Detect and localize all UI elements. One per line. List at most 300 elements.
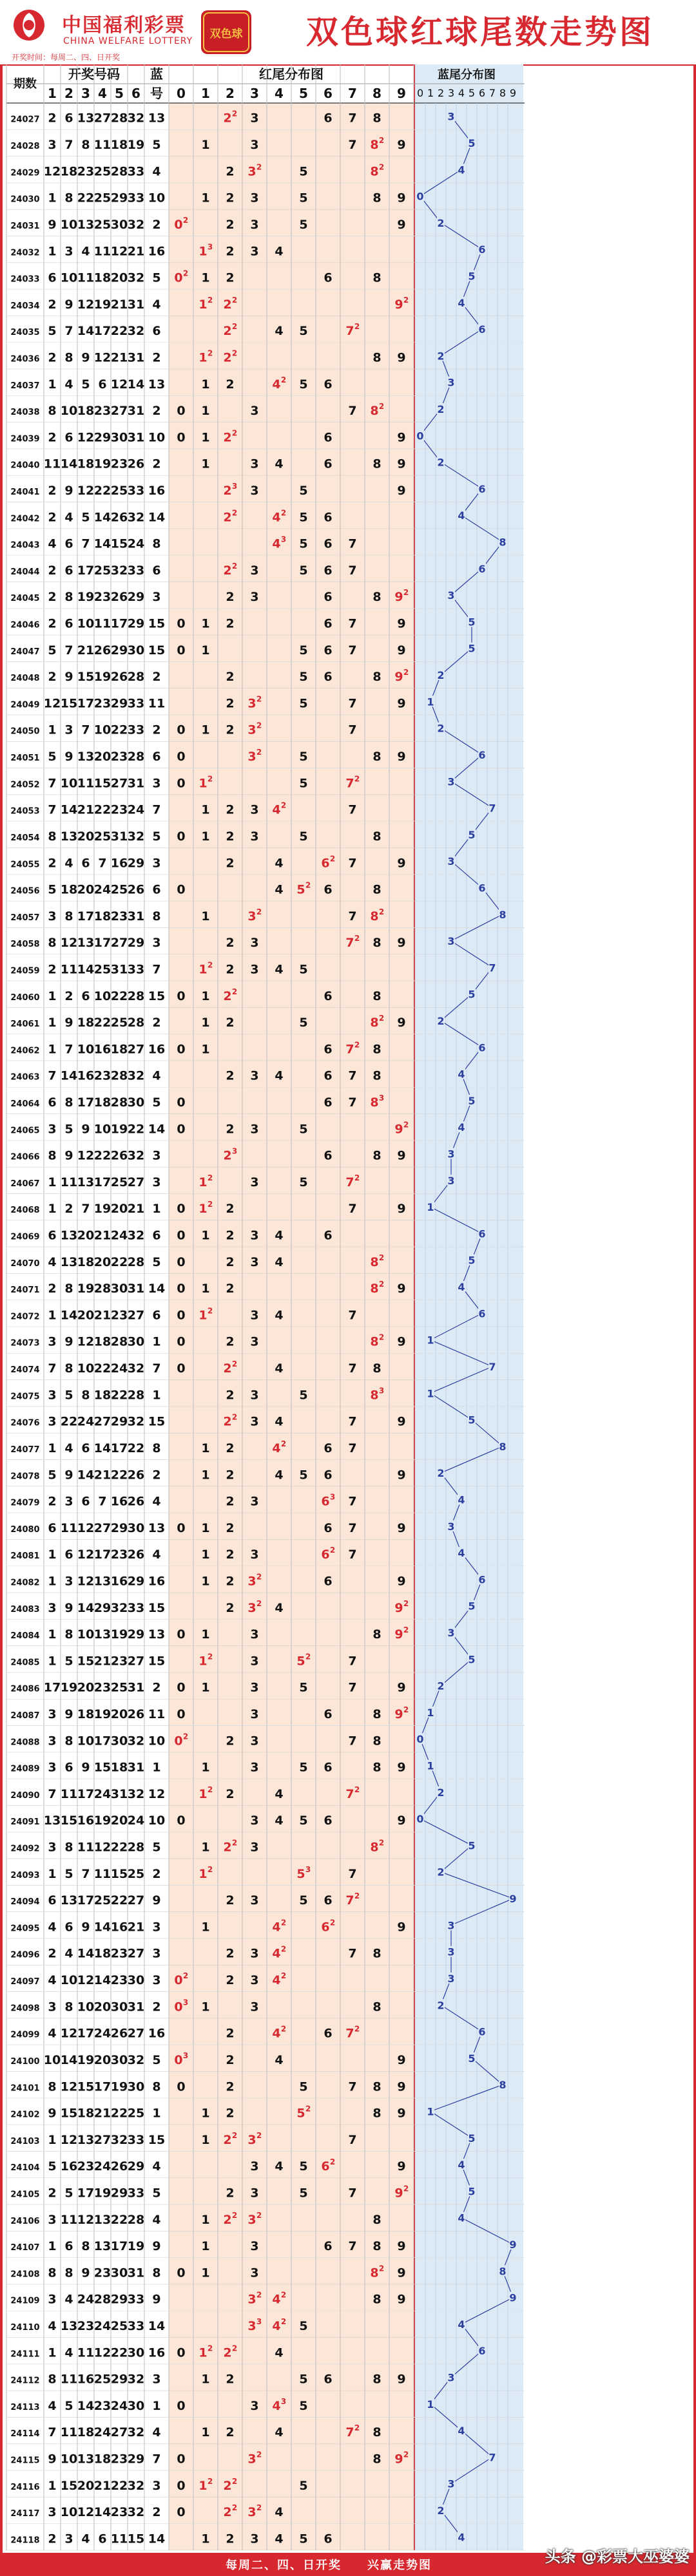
red-ball-value: 12 [93, 1840, 111, 1855]
red-tail-digit: 4 [275, 2345, 284, 2360]
red-tail-digit: 7 [348, 643, 357, 658]
red-ball-value: 13 [60, 2319, 78, 2333]
red-tail-digit: 7 [345, 2026, 354, 2041]
red-tail-digit: 1 [198, 350, 208, 365]
blue-tail-digit: 5 [468, 137, 476, 149]
blue-tail-digit: 1 [427, 1759, 434, 1772]
red-ball-value: 17 [77, 1786, 95, 1801]
red-ball-value: 30 [110, 2052, 128, 2067]
red-tail-digit: 2 [226, 829, 235, 844]
red-tail-digit: 1 [201, 2212, 210, 2227]
red-ball-value: 12 [77, 2212, 95, 2227]
red-ball-value: 1 [48, 377, 57, 392]
red-ball-value: 26 [110, 2159, 128, 2174]
red-ball-value: 11 [77, 1840, 95, 1855]
red-ball-value: 13 [60, 829, 78, 844]
red-tail-digit: 4 [275, 2505, 284, 2520]
red-ball-value: 12 [60, 2079, 78, 2094]
red-tail-digit: 4 [272, 1973, 281, 1988]
red-ball-value: 9 [64, 750, 73, 764]
blue-ball-value: 2 [152, 457, 161, 471]
red-ball-value: 25 [127, 1866, 145, 1881]
red-ball-value: 20 [77, 2478, 95, 2493]
red-ball-value: 17 [93, 936, 111, 951]
red-tail-count: 3 [280, 535, 287, 544]
red-tail-count: 2 [207, 1652, 213, 1662]
red-tail-digit: 2 [226, 270, 235, 285]
red-tail-digit: 7 [348, 1095, 357, 1110]
red-ball-value: 5 [81, 510, 90, 525]
red-tail-digit: 3 [250, 1414, 259, 1429]
blue-ball-value: 8 [152, 2079, 161, 2094]
red-ball-value: 15 [93, 776, 111, 791]
issue-label: 24115 [10, 2456, 40, 2466]
blue-header-sub: 号 [150, 86, 163, 101]
issue-label: 24056 [10, 886, 40, 896]
red-tail-count: 2 [280, 2024, 287, 2034]
red-tail-digit: 4 [275, 1786, 284, 1801]
red-ball-value: 15 [60, 1814, 78, 1828]
red-tail-digit: 2 [226, 856, 235, 871]
red-ball-value: 14 [77, 1600, 95, 1615]
blue-tail-digit: 6 [478, 323, 486, 336]
red-ball-value: 16 [110, 1920, 128, 1935]
red-ball-value: 1 [48, 2478, 57, 2493]
blue-ball-value: 4 [152, 164, 161, 179]
red-ball-value: 22 [110, 989, 128, 1003]
red-ball-value: 30 [110, 1282, 128, 1296]
issue-label: 24108 [10, 2269, 40, 2280]
blue-ball-value: 4 [152, 1494, 161, 1509]
red-ball-value: 15 [60, 696, 78, 711]
red-ball-value: 9 [64, 1016, 73, 1030]
red-ball-value: 7 [98, 856, 107, 871]
red-tail-digit: 6 [324, 2532, 333, 2546]
red-ball-value: 32 [127, 2505, 145, 2520]
red-tail-digit: 9 [397, 1414, 406, 1429]
red-tail-count: 2 [256, 2290, 262, 2300]
blue-ball-value: 5 [152, 829, 161, 844]
red-ball-value: 29 [93, 430, 111, 445]
red-ball-value: 32 [127, 270, 145, 285]
red-tail-digit: 3 [250, 2398, 259, 2413]
badge-label: 双色球 [209, 28, 243, 41]
red-tail-digit: 2 [226, 936, 235, 951]
red-tail-digit: 9 [397, 1520, 406, 1535]
red-ball-value: 31 [127, 2000, 145, 2014]
red-tail-digit: 5 [299, 1893, 308, 1908]
red-ball-value: 29 [127, 1574, 145, 1589]
header-banner [0, 0, 696, 64]
red-ball-value: 31 [127, 776, 145, 791]
red-ball-value: 7 [81, 536, 90, 551]
blue-tail-digit: 2 [437, 403, 445, 415]
red-tail-count: 2 [378, 136, 385, 146]
blue-ball-value: 14 [148, 1282, 166, 1296]
red-tail-digit: 5 [299, 563, 308, 578]
red-ball-value: 25 [110, 2319, 128, 2333]
red-tail-count: 2 [256, 907, 262, 916]
red-tail-digit: 7 [348, 404, 357, 419]
red-ball-value: 1 [48, 1548, 57, 1562]
red-tail-digit: 1 [201, 2425, 210, 2440]
red-ball-value: 23 [93, 1680, 111, 1695]
issue-label: 24027 [10, 115, 40, 125]
ball-col-label: 3 [81, 86, 90, 101]
red-ball-value: 25 [93, 829, 111, 844]
red-tail-digit: 0 [177, 1228, 186, 1243]
red-tail-digit: 6 [324, 1574, 333, 1589]
red-ball-value: 13 [77, 936, 95, 951]
red-tail-count: 2 [378, 1332, 385, 1342]
red-tail-digit: 7 [348, 1654, 357, 1669]
red-ball-value: 30 [127, 1334, 145, 1349]
red-tail-digit: 4 [275, 1068, 284, 1083]
red-tail-digit: 4 [275, 2159, 284, 2174]
red-ball-value: 31 [127, 1282, 145, 1296]
red-tail-digit: 3 [250, 1334, 259, 1349]
red-ball-value: 12 [77, 1548, 95, 1562]
red-tail-digit: 5 [299, 643, 308, 658]
blue-ball-value: 1 [152, 1334, 161, 1349]
red-tail-digit: 7 [348, 1414, 357, 1429]
red-tail-digit: 6 [324, 1068, 333, 1083]
blue-ball-value: 5 [152, 1840, 161, 1855]
red-ball-value: 27 [93, 111, 111, 126]
red-tail-digit: 3 [250, 457, 259, 471]
red-tail-digit: 0 [177, 2398, 186, 2413]
red-ball-value: 27 [93, 2132, 111, 2147]
red-ball-value: 4 [48, 1973, 57, 1988]
red-tail-digit: 2 [226, 2425, 235, 2440]
red-tail-digit: 5 [299, 696, 308, 711]
red-tail-digit: 5 [296, 1654, 305, 1669]
red-ball-value: 10 [93, 989, 111, 1003]
red-tail-digit: 1 [201, 723, 210, 737]
red-ball-value: 12 [77, 1520, 95, 1535]
red-ball-value: 6 [48, 1893, 57, 1908]
blue-tail-digit: 6 [478, 2345, 486, 2358]
red-ball-value: 30 [127, 2345, 145, 2360]
blue-tail-digit: 5 [468, 2052, 476, 2065]
red-tail-count: 2 [403, 2450, 409, 2459]
red-ball-value: 33 [127, 2292, 145, 2307]
red-tail-digit: 2 [226, 962, 235, 977]
red-tail-digit: 5 [296, 882, 305, 897]
red-tail-digit: 2 [226, 1334, 235, 1349]
red-ball-value: 7 [48, 802, 57, 817]
red-ball-value: 7 [81, 1866, 90, 1881]
red-ball-value: 33 [127, 484, 145, 498]
red-ball-value: 7 [48, 2425, 57, 2440]
blue-tail-digit: 2 [437, 1680, 445, 1692]
red-tail-digit: 7 [345, 1042, 354, 1057]
red-ball-value: 31 [127, 1680, 145, 1695]
red-tail-digit: 0 [177, 1255, 186, 1269]
page-title: 双色球红球尾数走势图 [306, 14, 654, 51]
blue-ball-value: 5 [152, 2052, 161, 2067]
issue-label: 24041 [10, 488, 40, 497]
red-tail-digit: 1 [201, 1920, 210, 1935]
issue-label: 24105 [10, 2190, 40, 2200]
red-tail-digit: 3 [247, 2319, 256, 2333]
red-ball-value: 29 [127, 936, 145, 951]
red-tail-digit: 6 [324, 1042, 333, 1057]
red-ball-value: 8 [64, 2266, 73, 2280]
red-tail-digit: 4 [275, 962, 284, 977]
red-ball-value: 19 [93, 2186, 111, 2201]
red-tail-digit: 2 [223, 350, 232, 365]
blue-ball-value: 16 [148, 484, 166, 498]
red-ball-value: 20 [110, 1707, 128, 1721]
red-ball-value: 10 [77, 1734, 95, 1748]
red-ball-value: 5 [48, 750, 57, 764]
red-ball-value: 33 [127, 962, 145, 977]
red-ball-value: 24 [77, 1414, 95, 1429]
red-tail-digit: 9 [397, 2052, 406, 2067]
red-tail-digit: 5 [299, 1388, 308, 1403]
red-tail-digit: 0 [177, 989, 186, 1003]
issue-label: 24037 [10, 381, 40, 391]
red-tail-count: 2 [354, 322, 360, 332]
red-tail-count: 2 [280, 1439, 287, 1448]
red-ball-value: 32 [127, 2425, 145, 2440]
blue-ball-value: 15 [148, 1600, 166, 1615]
blue-tail-digit: 2 [437, 1866, 445, 1879]
blue-ball-value: 8 [152, 909, 161, 923]
blue-ball-value: 6 [152, 1228, 161, 1243]
red-ball-value: 10 [77, 1361, 95, 1376]
issue-label: 24118 [10, 2535, 40, 2546]
issue-label: 24055 [10, 860, 40, 870]
red-tail-digit: 9 [394, 1707, 403, 1721]
red-tail-digit: 4 [275, 1228, 284, 1243]
red-tail-digit: 5 [299, 1680, 308, 1695]
red-tail-digit: 7 [345, 1893, 354, 1908]
red-tail-digit: 7 [348, 1441, 357, 1455]
red-tail-digit: 6 [324, 590, 333, 605]
blue-ball-value: 2 [152, 2505, 161, 2520]
red-ball-value: 29 [110, 1520, 128, 1535]
red-tail-digit: 1 [198, 962, 208, 977]
red-tail-digit: 0 [177, 1042, 186, 1057]
red-ball-value: 33 [127, 2186, 145, 2201]
red-tail-digit: 8 [372, 350, 382, 365]
red-tail-digit: 6 [324, 430, 333, 445]
issue-label: 24035 [10, 328, 40, 338]
red-ball-value: 14 [60, 2052, 78, 2067]
red-tail-digit: 7 [348, 1520, 357, 1535]
issue-label: 24046 [10, 620, 40, 630]
red-tail-digit: 3 [247, 723, 256, 737]
blue-tail-digit: 3 [447, 376, 455, 389]
red-tail-digit: 5 [296, 2106, 305, 2121]
red-tail-digit: 9 [397, 2079, 406, 2094]
red-ball-value: 28 [127, 750, 145, 764]
blue-tail-digit: 5 [468, 1094, 476, 1107]
blue-tail-digit: 3 [447, 935, 455, 948]
red-tail-digit: 5 [299, 2159, 308, 2174]
blue-ball-value: 3 [152, 856, 161, 871]
red-tail-count: 2 [354, 2024, 360, 2034]
red-tail-digit: 7 [348, 856, 357, 871]
red-ball-value: 3 [64, 2532, 73, 2546]
red-ball-value: 15 [60, 2106, 78, 2121]
red-ball-value: 6 [48, 1095, 57, 1110]
red-tail-digit: 2 [226, 244, 235, 259]
red-tail-digit: 8 [372, 670, 382, 685]
red-tail-digit: 2 [223, 510, 232, 525]
red-tail-digit: 2 [226, 1202, 235, 1217]
red-tail-count: 2 [280, 2317, 287, 2326]
red-tail-digit: 1 [201, 2239, 210, 2254]
red-ball-value: 26 [127, 1468, 145, 1482]
red-ball-value: 1 [48, 191, 57, 205]
issue-label: 24112 [10, 2376, 40, 2386]
red-ball-value: 2 [48, 350, 57, 365]
red-ball-value: 4 [64, 2345, 73, 2360]
red-ball-value: 23 [110, 1946, 128, 1961]
issue-label: 24087 [10, 1711, 40, 1721]
red-ball-value: 32 [110, 563, 128, 578]
red-ball-value: 3 [48, 1388, 57, 1403]
blue-ball-value: 3 [152, 1920, 161, 1935]
red-ball-value: 24 [77, 2292, 95, 2307]
red-ball-value: 11 [60, 2425, 78, 2440]
red-ball-value: 26 [110, 670, 128, 685]
red-tail-digit: 5 [299, 2532, 308, 2546]
red-ball-value: 12 [77, 484, 95, 498]
blue-ball-value: 14 [148, 510, 166, 525]
red-ball-value: 24 [93, 1786, 111, 1801]
red-tail-digit: 2 [226, 1388, 235, 1403]
red-tail-digit: 9 [397, 1202, 406, 1217]
red-ball-value: 32 [127, 1148, 145, 1163]
red-ball-value: 9 [48, 2106, 57, 2121]
red-ball-value: 18 [110, 138, 128, 153]
red-tail-digit: 0 [174, 1734, 183, 1748]
red-tail-digit: 8 [370, 164, 379, 179]
red-tail-digit: 1 [198, 244, 208, 259]
red-ball-value: 27 [93, 1520, 111, 1535]
red-tail-digit: 1 [201, 270, 210, 285]
issue-label: 24074 [10, 1365, 40, 1376]
red-ball-value: 18 [93, 2452, 111, 2467]
red-ball-value: 7 [64, 138, 73, 153]
red-ball-value: 19 [93, 670, 111, 685]
red-ball-value: 25 [110, 1680, 128, 1695]
red-ball-value: 2 [48, 563, 57, 578]
red-tail-digit: 1 [201, 989, 210, 1003]
red-ball-value: 28 [127, 1840, 145, 1855]
blue-ball-value: 3 [152, 2372, 161, 2387]
blue-tail-digit: 5 [468, 2132, 476, 2145]
red-tail-digit: 4 [275, 1361, 284, 1376]
red-ball-value: 10 [60, 270, 78, 285]
red-tail-count: 2 [231, 2476, 238, 2486]
red-tail-digit: 0 [177, 1122, 186, 1137]
red-tail-digit: 8 [372, 111, 382, 126]
red-ball-value: 8 [48, 1148, 57, 1163]
red-tail-digit: 5 [299, 377, 308, 392]
red-tail-digit: 6 [321, 856, 330, 871]
blue-tail-digit: 3 [447, 1148, 455, 1160]
red-ball-value: 23 [110, 1654, 128, 1669]
red-ball-value: 17 [93, 324, 111, 339]
red-ball-value: 32 [127, 111, 145, 126]
red-tail-digit: 2 [223, 1414, 232, 1429]
blue-ball-value: 16 [148, 1574, 166, 1589]
red-tail-count: 2 [231, 1359, 238, 1369]
red-tail-digit: 3 [250, 2239, 259, 2254]
red-tail-digit: 7 [348, 2079, 357, 2094]
red-tail-digit: 4 [275, 1255, 284, 1269]
red-tail-digit: 5 [299, 1468, 308, 1482]
red-tail-count: 2 [354, 774, 360, 784]
red-tail-digit: 7 [348, 1361, 357, 1376]
issue-label: 24031 [10, 221, 40, 231]
red-tail-digit: 7 [345, 324, 354, 339]
red-tail-digit: 5 [299, 1760, 308, 1775]
red-tail-digit: 0 [177, 2505, 186, 2520]
red-ball-value: 3 [48, 1334, 57, 1349]
red-ball-value: 17 [77, 2026, 95, 2041]
red-ball-value: 17 [43, 1680, 61, 1695]
blue-tail-digit: 2 [437, 350, 445, 363]
red-tail-count: 2 [403, 588, 409, 598]
red-tail-digit: 7 [345, 1786, 354, 1801]
red-ball-value: 5 [48, 643, 57, 658]
issue-label: 24111 [10, 2349, 40, 2360]
red-tail-count: 2 [378, 1253, 385, 1262]
red-tail-count: 2 [305, 1652, 311, 1662]
red-tail-digit: 6 [324, 1441, 333, 1455]
red-tail-count: 2 [182, 215, 189, 225]
red-tail-digit: 3 [250, 563, 259, 578]
red-tail-digit: 1 [201, 802, 210, 817]
red-ball-value: 14 [93, 1973, 111, 1988]
issue-label: 24034 [10, 301, 40, 311]
red-tail-digit: 6 [324, 2372, 333, 2387]
red-ball-value: 2 [48, 1494, 57, 1509]
issue-label: 24032 [10, 248, 40, 258]
blue-ball-value: 11 [148, 696, 166, 711]
red-tail-digit: 0 [174, 2000, 183, 2014]
red-tail-digit: 9 [397, 1148, 406, 1163]
red-ball-value: 30 [110, 2000, 128, 2014]
issue-label: 24048 [10, 674, 40, 684]
red-ball-value: 18 [77, 1255, 95, 1269]
blue-tail-digit: 8 [499, 2265, 507, 2278]
red-ball-value: 24 [127, 1814, 145, 1828]
blue-ball-value: 2 [152, 1016, 161, 1030]
red-tail-digit: 1 [198, 1654, 208, 1669]
red-ball-value: 19 [127, 138, 145, 153]
blue-tail-digit: 2 [437, 669, 445, 682]
red-ball-value: 27 [127, 1175, 145, 1189]
red-ball-value: 6 [48, 1228, 57, 1243]
red-ball-value: 21 [110, 350, 128, 365]
red-tail-digit: 4 [275, 244, 284, 259]
blue-tail-digit: 3 [447, 855, 455, 868]
red-ball-value: 13 [77, 217, 95, 232]
red-ball-value: 4 [48, 2319, 57, 2333]
red-ball-value: 27 [127, 2026, 145, 2041]
red-tail-digit: 9 [397, 1468, 406, 1482]
red-tail-digit: 6 [321, 1494, 330, 1509]
red-ball-value: 23 [110, 2505, 128, 2520]
issue-label: 24065 [10, 1126, 40, 1136]
